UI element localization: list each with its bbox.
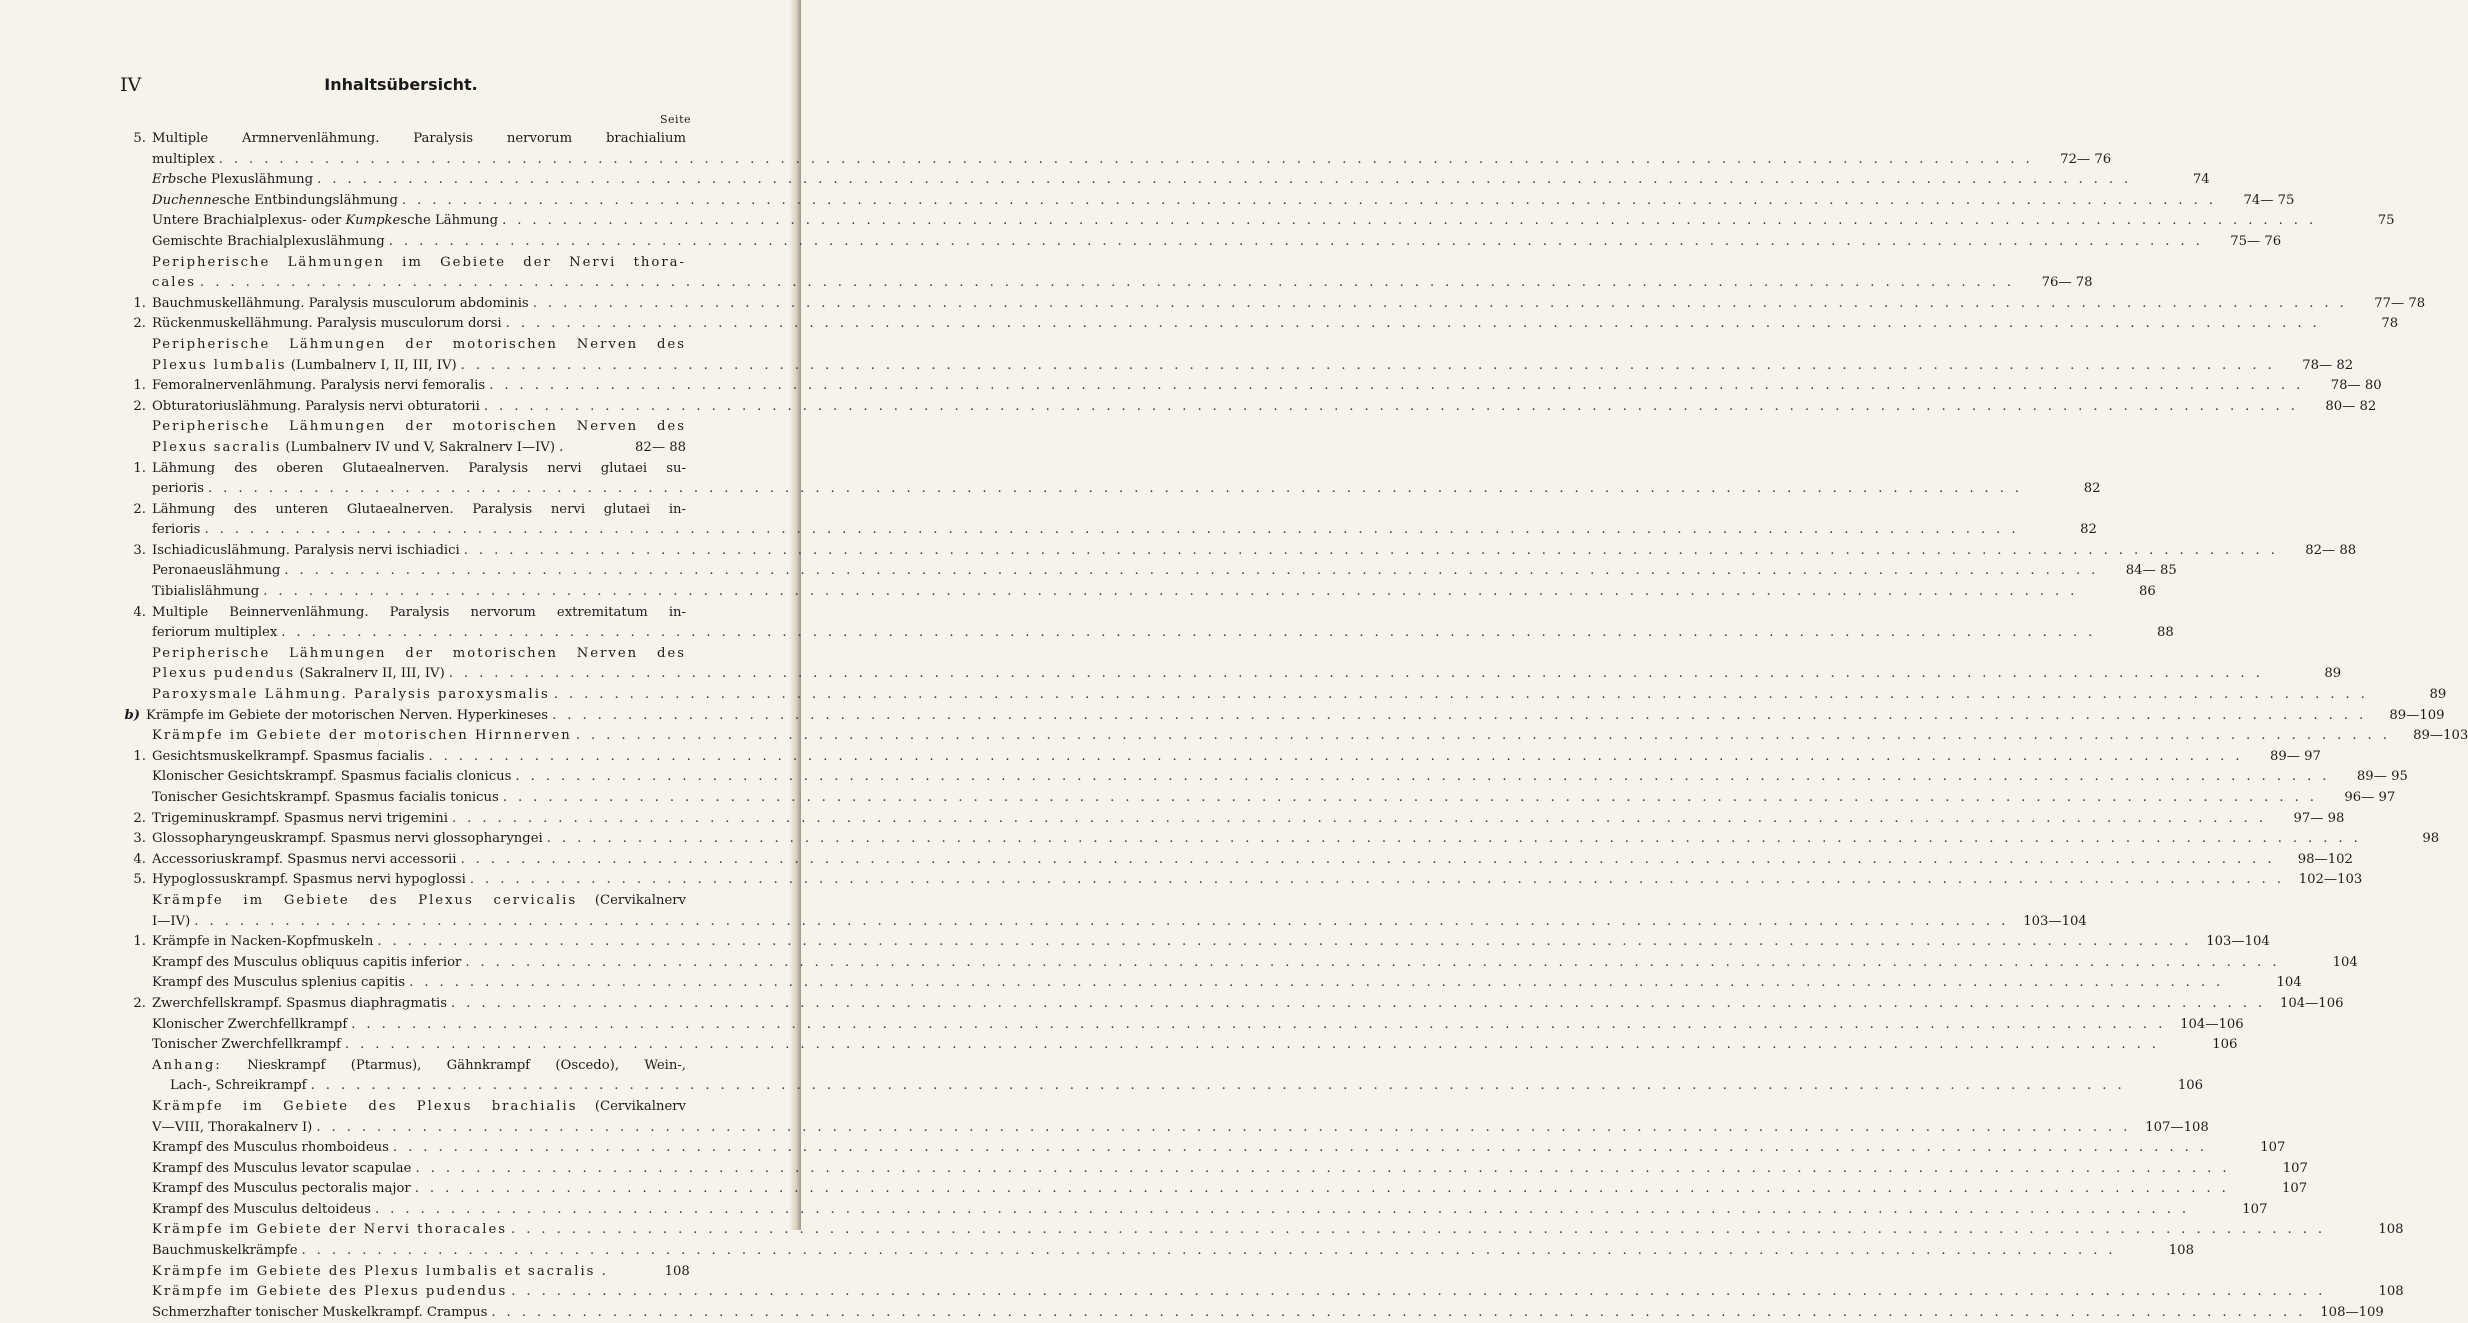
toc-entry-page: 108 xyxy=(2378,1222,2404,1238)
toc-entry xyxy=(120,685,2447,706)
toc-entry-title xyxy=(152,850,456,871)
toc-entry-text-part: Bauchmuskellähmung. Paralysis musculorum abdominis xyxy=(152,295,529,311)
toc-entry-title xyxy=(146,1015,347,1036)
toc-entry-text-part: Krämpfe im Gebiete des Plexus lumbalis et sacralis . xyxy=(152,1263,608,1279)
toc-entry-title xyxy=(146,767,511,788)
dot-leader: . . . . . . . . . . . . . . . . . . . . . . . . . . . . . . . . . . . . . . . . . . . . . . . . . . . . . . . . . . . . . . . . . . . . . . . . . . . . . . . . . . . . . . . . . . . . . . . . . . . . . . . . . . . . . . . . . . . . . . . . xyxy=(377,934,2192,950)
toc-entry-text-part: Obturatoriuslähmung. Paralysis nervi obturatorii xyxy=(152,398,480,414)
dot-leader: . . . . . . . . . . . . . . . . . . . . . . . . . . . . . . . . . . . . . . . . . . . . . . . . . . . . . . . . . . . . . . . . . . . . . . . . . . . . . . . . . . . . . . . . . . . . . . . . . . . . . . . . . . . . . . . . . . . . . . . . xyxy=(409,975,2224,991)
toc-entry-title xyxy=(152,726,572,747)
toc-entry xyxy=(120,520,2097,541)
dot-leader: . . . . . . . . . . . . . . . . . . . . . . . . . . . . . . . . . . . . . . . . . . . . . . . . . . . . . . . . . . . . . . . . . . . . . . . . . . . . . . . . . . . . . . . . . . . . . . . . . . . . . . . . . . . . . . . . . . . . . . . . xyxy=(415,1160,2230,1176)
toc-entry-marker: 1. xyxy=(133,934,146,950)
dot-leader: . . . . . . . . . . . . . . . . . . . . . . . . . . . . . . . . . . . . . . . . . . . . . . . . . . . . . . . . . . . . . . . . . . . . . . . . . . . . . . . . . . . . . . . . . . . . . . . . . . . . . . . . . . . . . . . . . . . . . . . . xyxy=(200,275,2015,291)
toc-entry-title xyxy=(152,870,466,891)
toc-entry xyxy=(120,953,2358,974)
toc-entry-text-part: Plexus lumbalis xyxy=(152,357,287,373)
toc-entry xyxy=(120,1056,686,1077)
toc-entry-title xyxy=(146,973,405,994)
toc-entry-page: 103—104 xyxy=(2206,934,2270,950)
toc-entry-title xyxy=(152,459,686,480)
toc-entry-text-part: V—VIII, Thorakalnerv I) xyxy=(152,1119,313,1135)
toc-entry-title xyxy=(152,397,480,418)
toc-entry-text-part: Glossopharyngeuskrampf. Spasmus nervi glossopharyngei xyxy=(152,831,543,847)
toc-entry-page: 104—106 xyxy=(2180,1016,2244,1032)
toc-entry xyxy=(120,1015,2244,1036)
toc-entry-page: 86 xyxy=(2138,584,2156,600)
toc-entry xyxy=(120,253,686,274)
toc-entry-text-part: Krämpfe im Gebiete des Plexus pudendus xyxy=(152,1284,508,1300)
toc-entry xyxy=(120,1118,2209,1139)
toc-entry xyxy=(120,459,686,480)
toc-entry-title xyxy=(152,829,543,850)
toc-entry-page: 89 xyxy=(2429,687,2447,703)
toc-entry xyxy=(120,438,686,459)
toc-entry-marker: 2. xyxy=(133,810,146,826)
toc-entry xyxy=(120,129,686,150)
toc-entry-text-part: (Lumbalnerv I, II, III, IV) xyxy=(286,357,457,373)
toc-entry xyxy=(120,314,2399,335)
dot-leader: . . . . . . . . . . . . . . . . . . . . . . . . . . . . . . . . . . . . . . . . . . . . . . . . . . . . . . . . . . . . . . . . . . . . . . . . . . . . . . . . . . . . . . . . . . . . . . . . . . . . . . . . . . . . . . . . . . . . . . . . xyxy=(284,563,2099,579)
dot-leader: . . . . . . . . . . . . . . . . . . . . . . . . . . . . . . . . . . . . . . . . . . . . . . . . . . . . . . . . . . . . . . . . . . . . . . . . . . . . . . . . . . . . . . . . . . . . . . . . . . . . . . . . . . . . . . . . . . . . . . . . xyxy=(511,1222,2326,1238)
dot-leader: . . . . . . . . . . . . . . . . . . . . . . . . . . . . . . . . . . . . . . . . . . . . . . . . . . . . . . . . . . . . . . . . . . . . . . . . . . . . . . . . . . . . . . . . . . . . . . . . . . . . . . . . . . . . . . . . . . . . . . . . xyxy=(344,1037,2160,1053)
dot-leader: . . . . . . . . . . . . . . . . . . . . . . . . . . . . . . . . . . . . . . . . . . . . . . . . . . . . . . . . . . . . . . . . . . . . . . . . . . . . . . . . . . . . . . . . . . . . . . . . . . . . . . . . . . . . . . . . . . . . . . . . xyxy=(575,728,2391,744)
toc-entry-title xyxy=(146,788,499,809)
dot-leader: . . . . . . . . . . . . . . . . . . . . . . . . . . . . . . . . . . . . . . . . . . . . . . . . . . . . . . . . . . . . . . . . . . . . . . . . . . . . . . . . . . . . . . . . . . . . . . . . . . . . . . . . . . . . . . . . . . . . . . . . xyxy=(414,1181,2230,1197)
toc-entry-page: 98 xyxy=(2422,831,2440,847)
toc-entry xyxy=(120,582,2156,603)
toc-entry xyxy=(120,767,2408,788)
toc-entry-title xyxy=(146,438,563,459)
toc-entry xyxy=(120,644,686,665)
toc-entry-text-part: Klonischer Zwerchfellkrampf xyxy=(152,1016,348,1032)
toc-entry xyxy=(120,1303,2384,1323)
toc-entry xyxy=(120,376,2382,397)
dot-leader: . . . . . . . . . . . . . . . . . . . . . . . . . . . . . . . . . . . . . . . . . . . . . . . . . . . . . . . . . . . . . . . . . . . . . . . . . . . . . . . . . . . . . . . . . . . . . . . . . . . . . . . . . . . . . . . . . . . . . . . . xyxy=(263,584,2078,600)
table-of-contents xyxy=(120,129,2468,1323)
dot-leader: . . . . . . . . . . . . . . . . . . . . . . . . . . . . . . . . . . . . . . . . . . . . . . . . . . . . . . . . . . . . . . . . . . . . . . . . . . . . . . . . . . . . . . . . . . . . . . . . . . . . . . . . . . . . . . . . . . . . . . . . xyxy=(552,707,2367,723)
toc-entry-text-part: Krämpfe im Gebiete der Nervi thoracales xyxy=(152,1222,508,1238)
toc-entry xyxy=(120,1076,2204,1097)
toc-entry-title xyxy=(146,1118,312,1139)
toc-entry-title xyxy=(146,211,498,232)
dot-leader: . . . . . . . . . . . . . . . . . . . . . . . . . . . . . . . . . . . . . . . . . . . . . . . . . . . . . . . . . . . . . . . . . . . . . . . . . . . . . . . . . . . . . . . . . . . . . . . . . . . . . . . . . . . . . . . . . . . . . . . . xyxy=(281,625,2096,641)
toc-entry-title xyxy=(152,1138,389,1159)
dot-leader: . . . . . . . . . . . . . . . . . . . . . . . . . . . . . . . . . . . . . . . . . . . . . . . . . . . . . . . . . . . . . . . . . . . . . . . . . . . . . . . . . . . . . . . . . . . . . . . . . . . . . . . . . . . . . . . . . . . . . . . . xyxy=(428,748,2243,764)
toc-entry xyxy=(120,150,2112,171)
toc-entry xyxy=(120,335,686,356)
toc-entry-page: 107 xyxy=(2282,1160,2308,1176)
toc-entry-text-part: Krampf des Musculus rhomboideus xyxy=(152,1140,389,1156)
toc-entry-marker: 2. xyxy=(133,995,146,1011)
toc-entry-page: 107 xyxy=(2282,1181,2308,1197)
toc-entry-text-part: (Sakralnerv II, III, IV) xyxy=(295,666,445,682)
dot-leader: . . . . . . . . . . . . . . . . . . . . . . . . . . . . . . . . . . . . . . . . . . . . . . . . . . . . . . . . . . . . . . . . . . . . . . . . . . . . . . . . . . . . . . . . . . . . . . . . . . . . . . . . . . . . . . . . . . . . . . . . xyxy=(310,1078,2126,1094)
toc-entry-title xyxy=(152,294,529,315)
toc-entry xyxy=(120,870,2363,891)
toc-entry-title xyxy=(146,706,548,727)
toc-entry-title xyxy=(152,1220,507,1241)
toc-entry-title xyxy=(152,314,502,335)
toc-entry-title xyxy=(146,191,398,212)
toc-entry xyxy=(120,1262,690,1283)
dot-leader: . . . . . . . . . . . . . . . . . . . . . . . . . . . . . . . . . . . . . . . . . . . . . . . . . . . . . . . . . . . . . . . . . . . . . . . . . . . . . . . . . . . . . . . . . . . . . . . . . . . . . . . . . . . . . . . . . . . . . . . . xyxy=(465,954,2280,970)
toc-entry-text-part: Gemischte Brachialplexuslähmung xyxy=(152,233,385,249)
dot-leader: . . . . . . . . . . . . . . . . . . . . . . . . . . . . . . . . . . . . . . . . . . . . . . . . . . . . . . . . . . . . . . . . . . . . . . . . . . . . . . . . . . . . . . . . . . . . . . . . . . . . . . . . . . . . . . . . . . . . . . . . xyxy=(546,831,2362,847)
toc-entry-page: 82 xyxy=(2080,522,2097,538)
toc-entry xyxy=(120,1097,686,1118)
toc-entry xyxy=(120,623,2174,644)
toc-entry-text-part: Plexus pudendus xyxy=(152,666,296,682)
toc-entry-page: 107 xyxy=(2260,1140,2286,1156)
dot-leader: . . . . . . . . . . . . . . . . . . . . . . . . . . . . . . . . . . . . . . . . . . . . . . . . . . . . . . . . . . . . . . . . . . . . . . . . . . . . . . . . . . . . . . . . . . . . . . . . . . . . . . . . . . . . . . . . . . . . . . . . xyxy=(218,151,2034,167)
toc-entry xyxy=(120,541,2357,562)
toc-entry xyxy=(120,1138,2286,1159)
toc-entry xyxy=(120,1282,2404,1303)
toc-entry-text-part: (Cervikalnerv xyxy=(577,892,687,908)
toc-entry xyxy=(120,397,2377,418)
page-number: IV xyxy=(120,74,142,96)
toc-entry-text-part: Multiple Armnervenlähmung. Paralysis nervorum brachialium xyxy=(152,131,686,146)
toc-entry-title xyxy=(152,1159,411,1180)
toc-entry-text-part: Erb xyxy=(152,172,177,188)
toc-entry-text-part: sche Entbindungslähmung xyxy=(219,192,398,208)
toc-entry-text-part: sche Plexuslähmung xyxy=(176,172,314,188)
toc-entry-title xyxy=(146,561,280,582)
toc-entry-title xyxy=(146,912,190,933)
toc-entry xyxy=(120,829,2440,850)
toc-entry xyxy=(120,706,2445,727)
toc-entry-page: 102—103 xyxy=(2298,872,2363,888)
toc-entry-page: 104 xyxy=(2276,975,2302,991)
toc-entry-text-part: ferioris xyxy=(152,522,201,538)
toc-entry-page: 108 xyxy=(2168,1243,2194,1259)
toc-entry-text-part: Krampf des Musculus deltoideus xyxy=(152,1201,371,1217)
toc-entry-text-part: sche Lähmung xyxy=(400,213,499,229)
toc-entry-text-part: Paroxysmale Lähmung. Paralysis paroxysmalis xyxy=(152,687,550,703)
toc-entry-page: 72— 76 xyxy=(2060,151,2112,167)
toc-entry xyxy=(120,747,2321,768)
toc-entry-title xyxy=(146,582,259,603)
toc-entry xyxy=(120,1200,2268,1221)
toc-entry xyxy=(120,232,2282,253)
toc-entry-text-part: Krampf des Musculus levator scapulae xyxy=(152,1160,412,1176)
toc-entry-page: 78— 82 xyxy=(2302,357,2354,373)
toc-entry-title xyxy=(146,1056,686,1077)
toc-entry-marker: 1. xyxy=(133,378,146,394)
toc-entry-title xyxy=(146,479,204,500)
toc-entry-title xyxy=(152,417,686,438)
toc-entry-text-part: Peripherische Lähmungen der motorischen Nerven des xyxy=(152,419,686,435)
toc-entry-text-part: Tonischer Zwerchfellkrampf xyxy=(152,1037,341,1053)
toc-entry-page: 108 xyxy=(2378,1284,2404,1300)
running-header xyxy=(120,74,682,98)
toc-entry-text-part: Krampf des Musculus pectoralis major xyxy=(152,1181,411,1197)
toc-entry-title xyxy=(146,273,196,294)
toc-entry-title xyxy=(152,685,550,706)
dot-leader: . . . . . . . . . . . . . . . . . . . . . . . . . . . . . . . . . . . . . . . . . . . . . . . . . . . . . . . . . . . . . . . . . . . . . . . . . . . . . . . . . . . . . . . . . . . . . . . . . . . . . . . . . . . . . . . . . . . . . . . . xyxy=(451,810,2267,826)
toc-entry-page: 75 xyxy=(2377,213,2395,229)
toc-entry-text-part: Lähmung des oberen Glutaealnerven. Paralysis nervi glutaei su- xyxy=(152,460,686,476)
toc-entry-page: 89— 95 xyxy=(2356,769,2408,785)
toc-entry-title xyxy=(152,541,460,562)
toc-entry-page: 77— 78 xyxy=(2374,295,2426,311)
toc-entry-text-part: (Lumbalnerv IV und V, Sakralnerv I—IV) . xyxy=(281,439,564,455)
toc-entry-text-part: Duchenne xyxy=(152,192,220,208)
toc-entry xyxy=(120,356,2354,377)
toc-entry-text-part: Krampf des Musculus splenius capitis xyxy=(152,975,406,991)
toc-entry-text-part: Tonischer Gesichtskrampf. Spasmus facialis tonicus xyxy=(152,790,499,805)
dot-leader: . . . . . . . . . . . . . . . . . . . . . . . . . . . . . . . . . . . . . . . . . . . . . . . . . . . . . . . . . . . . . . . . . . . . . . . . . . . . . . . . . . . . . . . . . . . . . . . . . . . . . . . . . . . . . . . . . . . . . . . . xyxy=(316,1119,2131,1135)
toc-entry-text-part: Accessoriuskrampf. Spasmus nervi accessorii xyxy=(152,851,457,867)
dot-leader: . . . . . . . . . . . . . . . . . . . . . . . . . . . . . . . . . . . . . . . . . . . . . . . . . . . . . . . . . . . . . . . . . . . . . . . . . . . . . . . . . . . . . . . . . . . . . . . . . . . . . . . . . . . . . . . . . . . . . . . . xyxy=(388,233,2204,249)
toc-entry-title xyxy=(146,520,200,541)
dot-leader: . . . . . . . . . . . . . . . . . . . . . . . . . . . . . . . . . . . . . . . . . . . . . . . . . . . . . . . . . . . . . . . . . . . . . . . . . . . . . . . . . . . . . . . . . . . . . . . . . . . . . . . . . . . . . . . . . . . . . . . . xyxy=(401,192,2217,208)
dot-leader: . . . . . . . . . . . . . . . . . . . . . . . . . . . . . . . . . . . . . . . . . . . . . . . . . . . . . . . . . . . . . . . . . . . . . . . . . . . . . . . . . . . . . . . . . . . . . . . . . . . . . . . . . . . . . . . . . . . . . . . . xyxy=(502,213,2317,229)
toc-entry-title xyxy=(146,1076,307,1097)
toc-entry-page: 89— 97 xyxy=(2269,748,2321,764)
toc-entry xyxy=(120,912,2087,933)
toc-entry-text-part: Peripherische Lähmungen im Gebiete der Nervi thora- xyxy=(152,254,686,270)
dot-leader: . . . . . . . . . . . . . . . . . . . . . . . . . . . . . . . . . . . . . . . . . . . . . . . . . . . . . . . . . . . . . . . . . . . . . . . . . . . . . . . . . . . . . . . . . . . . . . . . . . . . . . . . . . . . . . . . . . . . . . . . xyxy=(375,1201,2190,1217)
dot-leader: . . . . . . . . . . . . . . . . . . . . . . . . . . . . . . . . . . . . . . . . . . . . . . . . . . . . . . . . . . . . . . . . . . . . . . . . . . . . . . . . . . . . . . . . . . . . . . . . . . . . . . . . . . . . . . . . . . . . . . . . xyxy=(463,542,2279,558)
toc-entry-page: 74— 75 xyxy=(2243,192,2295,208)
toc-entry-title xyxy=(152,500,686,521)
toc-entry-text-part: Krämpfe im Gebiete der motorischen Hirnnerven xyxy=(152,728,572,744)
toc-entry xyxy=(120,788,2396,809)
toc-entry-page: 78 xyxy=(2381,316,2399,332)
toc-entry xyxy=(120,726,2468,747)
toc-entry-marker: 5. xyxy=(133,131,146,146)
dot-leader: . . . . . . . . . . . . . . . . . . . . . . . . . . . . . . . . . . . . . . . . . . . . . . . . . . . . . . . . . . . . . . . . . . . . . . . . . . . . . . . . . . . . . . . . . . . . . . . . . . . . . . . . . . . . . . . . . . . . . . . . xyxy=(208,481,2023,497)
toc-entry-title xyxy=(152,129,686,150)
toc-entry-marker: 1. xyxy=(133,460,146,476)
toc-entry-text-part: Krampf des Musculus obliquus capitis inferior xyxy=(152,954,462,970)
toc-entry-page: 84— 85 xyxy=(2125,563,2177,579)
toc-entry xyxy=(120,561,2177,582)
toc-entry-text-part: Krämpfe im Gebiete des Plexus cervicalis xyxy=(152,892,578,908)
dot-leader: . . . . . . . . . . . . . . . . . . . . . . . . . . . . . . . . . . . . . . . . . . . . . . . . . . . . . . . . . . . . . . . . . . . . . . . . . . . . . . . . . . . . . . . . . . . . . . . . . . . . . . . . . . . . . . . . . . . . . . . . xyxy=(505,316,2321,332)
toc-entry-text-part: Kumpke xyxy=(345,213,401,229)
toc-entry-title xyxy=(146,356,457,377)
dot-leader: . . . . . . . . . . . . . . . . . . . . . . . . . . . . . . . . . . . . . . . . . . . . . . . . . . . . . . . . . . . . . . . . . . . . . . . . . . . . . . . . . . . . . . . . . . . . . . . . . . . . . . . . . . . . . . . . . . . . . . . . xyxy=(483,398,2299,414)
toc-entry xyxy=(120,500,686,521)
toc-entry-page: 88 xyxy=(2156,625,2174,641)
toc-entry-title xyxy=(152,335,686,356)
toc-entry-page: 82 xyxy=(2083,481,2101,497)
toc-entry-title xyxy=(152,994,447,1015)
toc-entry-text-part: Untere Brachialplexus- oder xyxy=(152,213,346,229)
toc-entry xyxy=(120,994,2344,1015)
toc-entry-text-part: Anhang: xyxy=(152,1057,222,1073)
toc-entry-title xyxy=(146,953,461,974)
toc-entry-text-part: Plexus sacralis xyxy=(152,439,282,455)
toc-entry-text-part: Lach-, Schreikrampf xyxy=(170,1078,307,1094)
dot-leader: . . . . . . . . . . . . . . . . . . . . . . . . . . . . . . . . . . . . . . . . . . . . . . . . . . . . . . . . . . . . . . . . . . . . . . . . . . . . . . . . . . . . . . . . . . . . . . . . . . . . . . . . . . . . . . . . . . . . . . . . xyxy=(460,851,2275,867)
toc-entry-page: 106 xyxy=(2212,1037,2238,1053)
toc-entry-text-part: Peripherische Lähmungen der motorischen Nerven des xyxy=(152,645,686,661)
toc-entry xyxy=(120,191,2295,212)
toc-entry-marker: 1. xyxy=(133,295,146,311)
toc-entry-text-part: Rückenmuskellähmung. Paralysis musculorum dorsi xyxy=(152,316,502,332)
dot-leader: . . . . . . . . . . . . . . . . . . . . . . . . . . . . . . . . . . . . . . . . . . . . . . . . . . . . . . . . . . . . . . . . . . . . . . . . . . . . . . . . . . . . . . . . . . . . . . . . . . . . . . . . . . . . . . . . . . . . . . . . xyxy=(532,295,2348,311)
toc-entry-title xyxy=(152,747,424,768)
toc-entry-title xyxy=(152,376,485,397)
toc-entry-marker: 5. xyxy=(133,872,146,888)
dot-leader: . . . . . . . . . . . . . . . . . . . . . . . . . . . . . . . . . . . . . . . . . . . . . . . . . . . . . . . . . . . . . . . . . . . . . . . . . . . . . . . . . . . . . . . . . . . . . . . . . . . . . . . . . . . . . . . . . . . . . . . . xyxy=(451,995,2266,1011)
toc-entry-page: 82— 88 xyxy=(2305,542,2357,558)
toc-entry-text-part: Krämpfe im Gebiete der motorischen Nerven. Hyperkineses xyxy=(146,707,549,723)
toc-entry xyxy=(120,170,2210,191)
toc-entry-marker: 2. xyxy=(133,501,146,517)
toc-entry-text-part: perioris xyxy=(152,481,204,497)
toc-entry-marker: 4. xyxy=(133,604,146,620)
toc-entry xyxy=(120,891,686,912)
toc-entry-title xyxy=(152,1179,411,1200)
toc-entry-title xyxy=(146,623,277,644)
toc-entry-title xyxy=(146,170,313,191)
dot-leader: . . . . . . . . . . . . . . . . . . . . . . . . . . . . . . . . . . . . . . . . . . . . . . . . . . . . . . . . . . . . . . . . . . . . . . . . . . . . . . . . . . . . . . . . . . . . . . . . . . . . . . . . . . . . . . . . . . . . . . . . xyxy=(515,769,2330,785)
toc-entry-text-part: Peronaeuslähmung xyxy=(152,563,281,579)
toc-entry-text-part: Femoralnervenlähmung. Paralysis nervi femoralis xyxy=(152,378,486,394)
toc-entry xyxy=(120,1220,2404,1241)
toc-entry-page: 104 xyxy=(2332,954,2358,970)
toc-entry xyxy=(120,973,2302,994)
toc-entry-title xyxy=(152,603,686,624)
toc-entry-text-part: Klonischer Gesichtskrampf. Spasmus facialis clonicus xyxy=(152,769,512,785)
toc-entry xyxy=(120,1035,2238,1056)
toc-entry-page: 89—109 xyxy=(2389,707,2445,723)
toc-entry-text-part: cales xyxy=(152,275,197,291)
toc-entry-page: 78— 80 xyxy=(2330,378,2382,394)
toc-entry-title xyxy=(152,253,686,274)
dot-leader: . . . . . . . . . . . . . . . . . . . . . . . . . . . . . . . . . . . . . . . . . . . . . . . . . . . . . . . . . . . . . . . . . . . . . . . . . . . . . . . . . . . . . . . . . . . . . . . . . . . . . . . . . . . . . . . . . . . . . . . . xyxy=(460,357,2276,373)
toc-entry-text-part: Multiple Beinnervenlähmung. Paralysis nervorum extremitatum in- xyxy=(152,604,686,620)
dot-leader: . . . . . . . . . . . . . . . . . . . . . . . . . . . . . . . . . . . . . . . . . . . . . . . . . . . . . . . . . . . . . . . . . . . . . . . . . . . . . . . . . . . . . . . . . . . . . . . . . . . . . . . . . . . . . . . . . . . . . . . . xyxy=(317,172,2132,188)
toc-entry-marker: 1. xyxy=(133,748,146,764)
toc-entry-page: 107 xyxy=(2242,1201,2268,1217)
toc-entry-marker: 2. xyxy=(133,316,146,332)
dot-leader: . . . . . . . . . . . . . . . . . . . . . . . . . . . . . . . . . . . . . . . . . . . . . . . . . . . . . . . . . . . . . . . . . . . . . . . . . . . . . . . . . . . . . . . . . . . . . . . . . . . . . . . . . . . . . . . . . . . . . . . . xyxy=(469,872,2285,888)
toc-entry-page: 98—102 xyxy=(2297,851,2353,867)
toc-entry xyxy=(120,294,2426,315)
page-title: Inhaltsübersicht. xyxy=(324,75,478,94)
dot-leader: . . . . . . . . . . . . . . . . . . . . . . . . . . . . . . . . . . . . . . . . . . . . . . . . . . . . . . . . . . . . . . . . . . . . . . . . . . . . . . . . . . . . . . . . . . . . . . . . . . . . . . . . . . . . . . . . . . . . . . . . xyxy=(392,1140,2208,1156)
toc-entry-page: 108 xyxy=(664,1263,690,1279)
toc-entry xyxy=(120,664,2342,685)
toc-entry-title xyxy=(146,232,385,253)
toc-entry-text-part: Trigeminuskrampf. Spasmus nervi trigemini xyxy=(152,810,448,826)
toc-entry-marker: 4. xyxy=(133,851,146,867)
toc-entry-title xyxy=(152,1262,608,1283)
toc-entry-page: 89—103 xyxy=(2413,728,2468,744)
toc-entry-text-part: Ischiadicuslähmung. Paralysis nervi ischiadici xyxy=(152,542,460,558)
toc-entry-title xyxy=(152,891,686,912)
seite-column-label: Seite xyxy=(660,113,691,126)
toc-entry-text-part: Bauchmuskelkrämpfe xyxy=(152,1243,298,1259)
toc-entry xyxy=(120,603,686,624)
toc-entry-page: 108—109 xyxy=(2320,1304,2384,1320)
toc-entry-title xyxy=(146,150,215,171)
dot-leader: . . . . . . . . . . . . . . . . . . . . . . . . . . . . . . . . . . . . . . . . . . . . . . . . . . . . . . . . . . . . . . . . . . . . . . . . . . . . . . . . . . . . . . . . . . . . . . . . . . . . . . . . . . . . . . . . . . . . . . . . xyxy=(194,913,2009,929)
toc-entry-text-part: Hypoglossuskrampf. Spasmus nervi hypoglossi xyxy=(152,872,466,888)
toc-entry-page: 75— 76 xyxy=(2230,233,2282,249)
toc-entry xyxy=(120,417,686,438)
toc-entry-text-part: Nieskrampf (Ptarmus), Gähnkrampf (Oscedo), Wein-, xyxy=(221,1057,686,1073)
toc-entry-page: 106 xyxy=(2177,1078,2204,1094)
dot-leader: . . . . . . . . . . . . . . . . . . . . . . . . . . . . . . . . . . . . . . . . . . . . . . . . . . . . . . . . . . . . . . . . . . . . . . . . . . . . . . . . . . . . . . . . . . . . . . . . . . . . . . . . . . . . . . . . . . . . . . . . xyxy=(448,666,2264,682)
toc-entry xyxy=(120,809,2345,830)
toc-entry-text-part: Tibialislähmung xyxy=(152,584,260,600)
toc-entry-page: 89 xyxy=(2324,666,2342,682)
toc-entry-marker: b) xyxy=(124,707,140,723)
toc-entry xyxy=(120,211,2395,232)
toc-entry-page: 80— 82 xyxy=(2325,398,2377,414)
toc-entry-title xyxy=(152,644,686,665)
toc-entry-text-part: multiplex xyxy=(152,151,215,167)
toc-entry-text-part: Peripherische Lähmungen der motorischen Nerven des xyxy=(152,336,686,352)
toc-entry-title xyxy=(152,1303,487,1323)
dot-leader: . . . . . . . . . . . . . . . . . . . . . . . . . . . . . . . . . . . . . . . . . . . . . . . . . . . . . . . . . . . . . . . . . . . . . . . . . . . . . . . . . . . . . . . . . . . . . . . . . . . . . . . . . . . . . . . . . . . . . . . . xyxy=(553,687,2369,703)
toc-entry-marker: 3. xyxy=(133,542,146,558)
toc-entry-text-part: (Cervikalnerv xyxy=(577,1098,687,1114)
toc-entry-marker: 3. xyxy=(133,831,146,847)
toc-entry-text-part: Krämpfe im Gebiete des Plexus brachialis xyxy=(152,1098,578,1114)
dot-leader: . . . . . . . . . . . . . . . . . . . . . . . . . . . . . . . . . . . . . . . . . . . . . . . . . . . . . . . . . . . . . . . . . . . . . . . . . . . . . . . . . . . . . . . . . . . . . . . . . . . . . . . . . . . . . . . . . . . . . . . . xyxy=(511,1284,2326,1300)
toc-entry-text-part: Lähmung des unteren Glutaealnerven. Paralysis nervi glutaei in- xyxy=(152,501,686,517)
toc-entry-text-part: feriorum multiplex xyxy=(152,625,278,641)
toc-entry-title xyxy=(152,1097,686,1118)
toc-entry-title xyxy=(152,809,448,830)
dot-leader: . . . . . . . . . . . . . . . . . . . . . . . . . . . . . . . . . . . . . . . . . . . . . . . . . . . . . . . . . . . . . . . . . . . . . . . . . . . . . . . . . . . . . . . . . . . . . . . . . . . . . . . . . . . . . . . . . . . . . . . . xyxy=(489,378,2304,394)
toc-entry xyxy=(120,850,2353,871)
toc-entry-title xyxy=(152,932,373,953)
toc-entry-text-part: Krämpfe in Nacken-Kopfmuskeln xyxy=(152,934,374,950)
toc-entry-page: 74 xyxy=(2192,172,2210,188)
toc-entry-text-part: I—IV) xyxy=(152,913,191,929)
toc-entry-page: 82— 88 xyxy=(635,439,686,455)
dot-leader: . . . . . . . . . . . . . . . . . . . . . . . . . . . . . . . . . . . . . . . . . . . . . . . . . . . . . . . . . . . . . . . . . . . . . . . . . . . . . . . . . . . . . . . . . . . . . . . . . . . . . . . . . . . . . . . . . . . . . . . . xyxy=(301,1243,2116,1259)
toc-entry-marker: 2. xyxy=(133,398,146,414)
toc-entry xyxy=(120,273,2093,294)
toc-entry-title xyxy=(152,1200,371,1221)
toc-entry-page: 103—104 xyxy=(2023,913,2087,929)
dot-leader: . . . . . . . . . . . . . . . . . . . . . . . . . . . . . . . . . . . . . . . . . . . . . . . . . . . . . . . . . . . . . . . . . . . . . . . . . . . . . . . . . . . . . . . . . . . . . . . . . . . . . . . . . . . . . . . . . . . . . . . . xyxy=(204,522,2019,538)
toc-entry-title xyxy=(152,1241,298,1262)
toc-entry xyxy=(120,479,2101,500)
toc-entry-title xyxy=(146,1035,341,1056)
toc-entry-text-part: Schmerzhafter tonischer Muskelkrampf. Crampus xyxy=(152,1304,488,1320)
toc-entry xyxy=(120,1179,2308,1200)
dot-leader: . . . . . . . . . . . . . . . . . . . . . . . . . . . . . . . . . . . . . . . . . . . . . . . . . . . . . . . . . . . . . . . . . . . . . . . . . . . . . . . . . . . . . . . . . . . . . . . . . . . . . . . . . . . . . . . . . . . . . . . . xyxy=(491,1304,2306,1320)
toc-entry-title xyxy=(146,664,445,685)
toc-entry-page: 104—106 xyxy=(2279,995,2344,1011)
toc-entry-title xyxy=(152,1282,507,1303)
dot-leader: . . . . . . . . . . . . . . . . . . . . . . . . . . . . . . . . . . . . . . . . . . . . . . . . . . . . . . . . . . . . . . . . . . . . . . . . . . . . . . . . . . . . . . . . . . . . . . . . . . . . . . . . . . . . . . . . . . . . . . . . xyxy=(351,1016,2166,1032)
toc-entry-page: 96— 97 xyxy=(2344,790,2396,805)
toc-entry-text-part: Zwerchfellskrampf. Spasmus diaphragmatis xyxy=(152,995,448,1011)
dot-leader: . . . . . . . . . . . . . . . . . . . . . . . . . . . . . . . . . . . . . . . . . . . . . . . . . . . . . . . . . . . . . . . . . . . . . . . . . . . . . . . . . . . . . . . . . . . . . . . . . . . . . . . . . . . . . . . . . . . . . . . . xyxy=(502,790,2318,805)
toc-entry xyxy=(120,1159,2308,1180)
toc-entry xyxy=(120,932,2270,953)
toc-entry xyxy=(120,1241,2194,1262)
toc-entry-page: 107—108 xyxy=(2145,1119,2209,1135)
toc-entry-page: 97— 98 xyxy=(2293,810,2345,826)
toc-entry-text-part: Gesichtsmuskelkrampf. Spasmus facialis xyxy=(152,748,425,764)
toc-entry-page: 76— 78 xyxy=(2041,275,2093,291)
